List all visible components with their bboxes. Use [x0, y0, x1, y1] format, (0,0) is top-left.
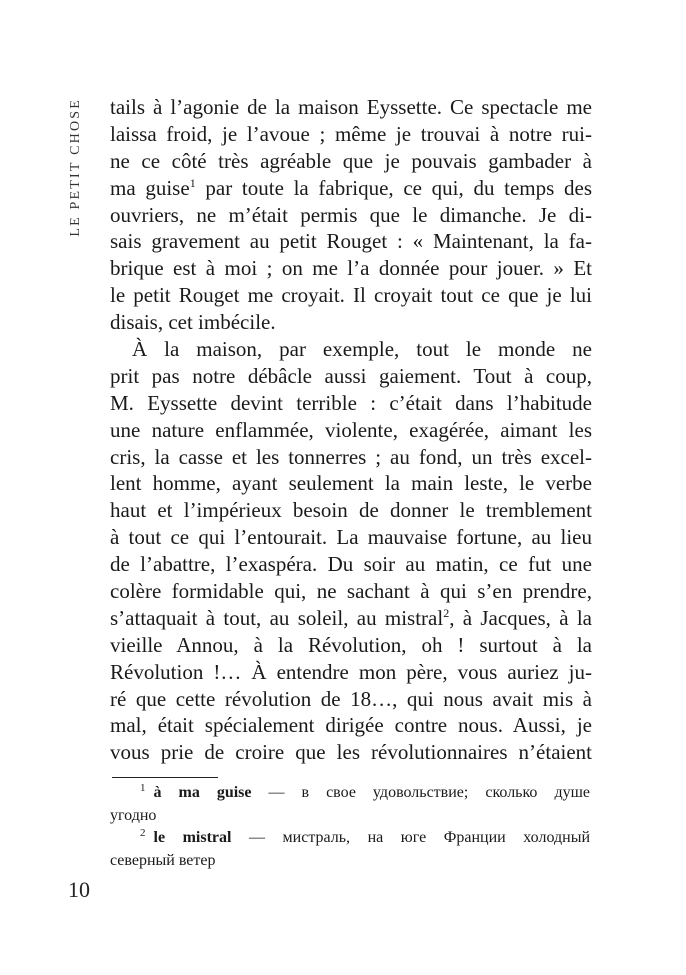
text-line: une nature enflammée, violente, exagérée, aimant les [110, 417, 592, 442]
footnote-continuation: северный ветер [110, 851, 216, 869]
running-title [66, 98, 86, 258]
footnote-ref-1[interactable]: 1 [189, 175, 196, 190]
text-line: le petit Rouget me croyait. Il croyait tout ce que je lui [110, 283, 592, 308]
text-line: prit pas notre débâcle aussi gaiement. Tout à coup, [110, 363, 592, 388]
text-line: lent homme, ayant seulement la main leste, le verbe [110, 471, 592, 496]
footnote-number: 2 [140, 827, 146, 839]
text-line: tails à l’agonie de la maison Eyssette. Ce spectacle me [110, 95, 592, 119]
text-line: À la maison, par exemple, tout le monde ne [132, 337, 592, 362]
footnote-term: le mistral [153, 829, 232, 846]
footnote-1 [110, 782, 590, 805]
text-line: Révolution !… À entendre mon père, vous auriez ju- [110, 659, 592, 684]
text-line: sais gravement au petit Rouget : « Maintenant, la fa- [110, 229, 592, 254]
text-fragment: , à Jacques, à la [449, 605, 592, 630]
footnote-continuation: угодно [110, 806, 157, 824]
footnote-2 [110, 827, 590, 850]
footnote-divider [112, 777, 218, 778]
text-line: mal, était spécialement dirigée contre nous. Aussi, je [110, 713, 592, 738]
footnote-number: 1 [140, 782, 146, 794]
text-fragment: ma guise [110, 175, 190, 200]
text-line: ouvriers, ne m’était permis que le dimanche. Je di- [110, 202, 592, 227]
footnote-term: à ma guise [153, 784, 252, 801]
text-line: disais, cet imbécile. [110, 310, 276, 335]
text-fragment: s’attaquait à tout, au soleil, au mistral [110, 605, 444, 630]
text-line: ne ce côté très agréable que je pouvais gambader à [110, 148, 592, 173]
text-line [110, 175, 592, 202]
text-line: colère formidable qui, ne sachant à qui s’en prendre, [110, 579, 592, 604]
body-text [110, 94, 592, 766]
footnote-ref-2[interactable]: 2 [443, 605, 450, 620]
text-line: de l’abattre, l’exaspéra. Du soir au matin, ce fut une [110, 552, 592, 577]
running-title-text: LE PETIT CHOSE [68, 98, 83, 237]
text-line: vieille Annou, à la Révolution, oh ! surtout à la [110, 632, 592, 657]
text-line: M. Eyssette devint terrible : c’était dans l’habitude [110, 390, 592, 415]
footnote-text: — в свое удовольствие; сколько душе [251, 784, 590, 801]
text-line: vous prie de croire que les révolutionnaires n’étaient [110, 740, 592, 765]
text-line: haut et l’impérieux besoin de donner le tremblement [110, 498, 592, 523]
text-line [110, 605, 592, 632]
text-line: brique est à moi ; on me l’a donnée pour jouer. » Et [110, 256, 592, 281]
page-number: 10 [68, 877, 90, 902]
text-line: cris, la casse et les tonnerres ; au fond, un très excel- [110, 444, 592, 469]
text-line: ré que cette révolution de 18…, qui nous avait mis à [110, 686, 592, 711]
footnote-text: — мистраль, на юге Франции холодный [231, 829, 590, 846]
text-line: à tout ce qui l’entourait. La mauvaise fortune, au lieu [110, 525, 592, 550]
footnotes [110, 782, 590, 872]
text-fragment: par toute la fabrique, ce qui, du temps des [205, 175, 592, 200]
text-line: laissa froid, je l’avoue ; même je trouvai à notre rui- [110, 121, 592, 146]
